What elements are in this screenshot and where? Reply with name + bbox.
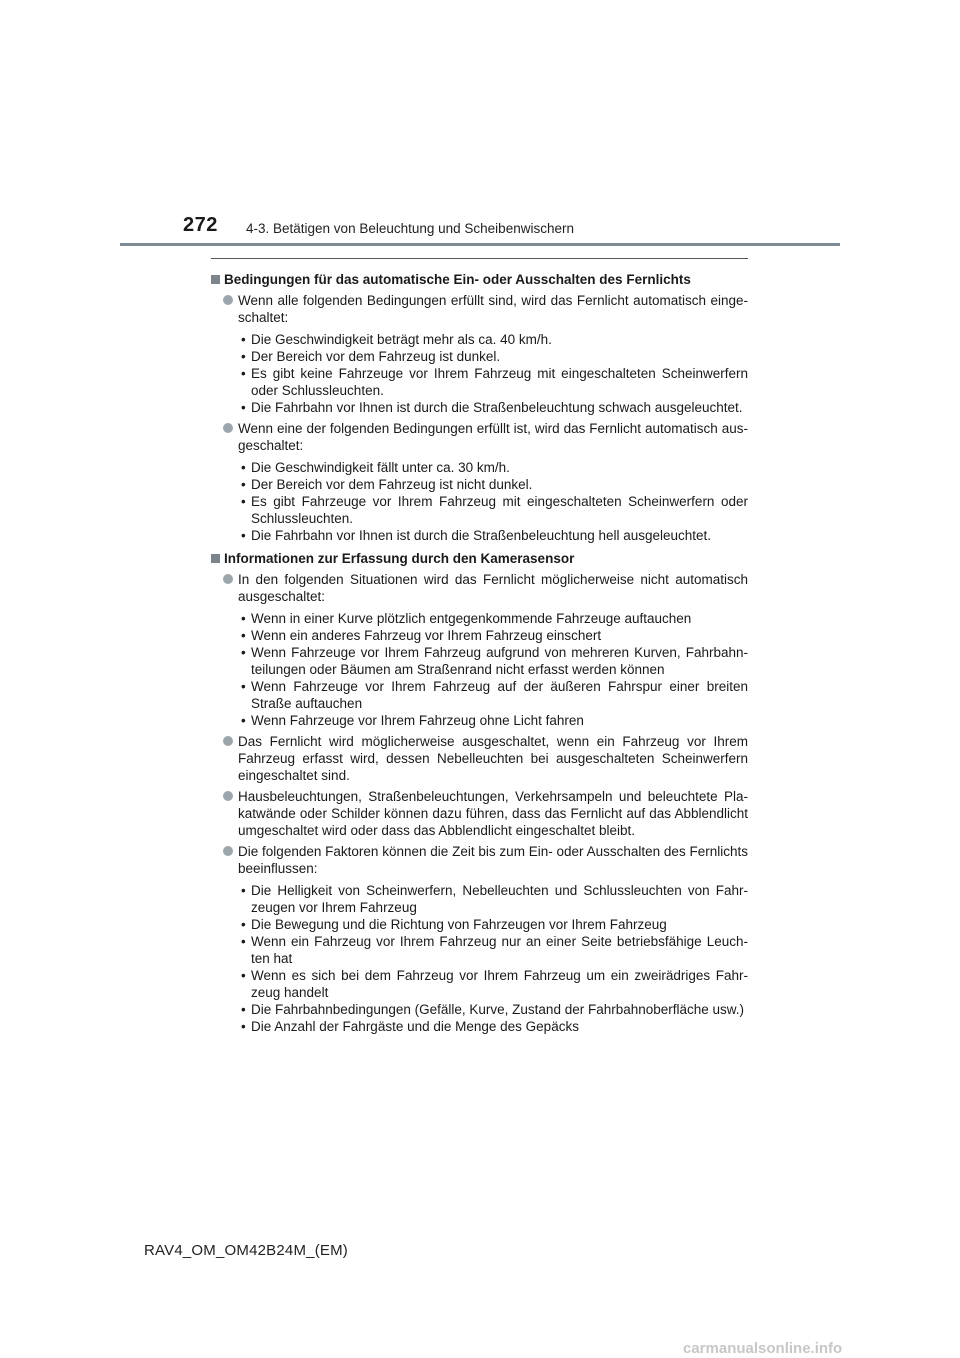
list-item [211, 420, 748, 454]
bullet-icon: • [241, 400, 246, 415]
list-item-text: In den folgenden Situationen wird das Fernlicht möglicherweise nicht automatisch ausgeschaltet: [238, 572, 748, 604]
sub-list-item [241, 610, 748, 627]
list-item [211, 788, 748, 839]
circle-bullet-icon [223, 423, 233, 433]
sub-list-item-text: Die Fahrbahn vor Ihnen ist durch die Straßenbeleuchtung hell ausgeleuchtet. [251, 528, 712, 543]
bullet-icon: • [241, 494, 246, 509]
sub-list-item-text: Die Geschwindigkeit beträgt mehr als ca. 40 km/h. [251, 332, 552, 347]
sub-list-item-text: Die Bewegung und die Richtung von Fahrzeugen vor Ihrem Fahrzeug [251, 917, 667, 932]
chapter-title: 4-3. Betätigen von Beleuchtung und Scheibenwischern [246, 221, 574, 236]
list-item [211, 292, 748, 326]
sub-list-item [241, 1001, 748, 1018]
list-item-text: Hausbeleuchtungen, Straßenbeleuchtungen, Verkehrsampeln und beleuchtete Plakatwände oder Schilder können dazu führen, dass das Fernlicht auf das Abblendlicht umgeschaltet wird oder dass das Abblendlicht eingeschaltet bleibt. [238, 789, 748, 838]
sub-list-item [241, 331, 748, 348]
section-title-text: Bedingungen für das automatische Ein- oder Ausschalten des Fernlichts [224, 272, 691, 287]
bullet-icon: • [241, 645, 246, 660]
sub-list-item [241, 459, 748, 476]
sub-list-item-text: Wenn es sich bei dem Fahrzeug vor Ihrem Fahrzeug um ein zweirädriges Fahrzeug handelt [251, 968, 748, 1000]
circle-bullet-icon [223, 846, 233, 856]
section [211, 550, 748, 1035]
circle-bullet-icon [223, 295, 233, 305]
circle-bullet-icon [223, 736, 233, 746]
section [211, 271, 748, 544]
sub-list-item-text: Wenn ein Fahrzeug vor Ihrem Fahrzeug nur an einer Seite betriebsfähige Leuchten hat [251, 934, 748, 966]
sub-list-item [241, 678, 748, 712]
sub-list-item-text: Wenn ein anderes Fahrzeug vor Ihrem Fahrzeug einschert [251, 628, 602, 643]
list-item-text: Wenn alle folgenden Bedingungen erfüllt sind, wird das Fernlicht automatisch eingeschaltet: [238, 293, 748, 325]
sub-list-item-text: Wenn Fahrzeuge vor Ihrem Fahrzeug aufgrund von mehreren Kurven, Fahrbahnteilungen oder Bäumen am Straßenrand nicht erfasst werden können [251, 645, 748, 677]
sub-list-item [241, 644, 748, 678]
main-content [211, 265, 748, 1037]
sub-list-item-text: Es gibt keine Fahrzeuge vor Ihrem Fahrzeug mit eingeschalteten Scheinwerfern oder Schlussleuchten. [251, 366, 748, 398]
bullet-icon: • [241, 366, 246, 381]
sub-list-item-text: Es gibt Fahrzeuge vor Ihrem Fahrzeug mit eingeschalteten Scheinwerfern oder Schlussleuchten. [251, 494, 748, 526]
bullet-icon: • [241, 883, 246, 898]
bullet-icon: • [241, 528, 246, 543]
sub-list-item [241, 476, 748, 493]
bullet-icon: • [241, 628, 246, 643]
page-number: 272 [183, 214, 218, 236]
watermark-text: carmanualsonline.info [683, 1340, 843, 1357]
list-item [211, 733, 748, 784]
list-item [211, 571, 748, 605]
sub-list-item [241, 882, 748, 916]
section-divider [211, 258, 748, 259]
sub-list-item [241, 493, 748, 527]
sub-list [211, 610, 748, 729]
circle-bullet-icon [223, 791, 233, 801]
sub-list-item [241, 627, 748, 644]
sub-list-item [241, 1018, 748, 1035]
section-title-text: Informationen zur Erfassung durch den Kamerasensor [224, 551, 575, 566]
sub-list-item-text: Wenn in einer Kurve plötzlich entgegenkommende Fahrzeuge auftauchen [251, 611, 692, 626]
sub-list-item [241, 365, 748, 399]
sub-list-item [241, 916, 748, 933]
sub-list-item-text: Wenn Fahrzeuge vor Ihrem Fahrzeug auf der äußeren Fahrspur einer breiten Straße auftauchen [251, 679, 748, 711]
list-item-text: Wenn eine der folgenden Bedingungen erfüllt ist, wird das Fernlicht automatisch ausgeschaltet: [238, 421, 748, 453]
square-bullet-icon [211, 275, 220, 284]
sub-list-item-text: Die Fahrbahn vor Ihnen ist durch die Straßenbeleuchtung schwach ausgeleuchtet. [251, 400, 743, 415]
bullet-icon: • [241, 934, 246, 949]
sub-list-item [241, 348, 748, 365]
bullet-icon: • [241, 477, 246, 492]
bullet-icon: • [241, 460, 246, 475]
sub-list-item-text: Die Geschwindigkeit fällt unter ca. 30 km/h. [251, 460, 510, 475]
sub-list-item-text: Die Anzahl der Fahrgäste und die Menge des Gepäcks [251, 1019, 579, 1034]
list-item [211, 843, 748, 877]
sub-list-item-text: Der Bereich vor dem Fahrzeug ist dunkel. [251, 349, 501, 364]
bullet-icon: • [241, 713, 246, 728]
bullet-icon: • [241, 349, 246, 364]
bullet-icon: • [241, 679, 246, 694]
square-bullet-icon [211, 554, 220, 563]
circle-bullet-icon [223, 574, 233, 584]
sub-list [211, 882, 748, 1035]
sub-list [211, 459, 748, 544]
list-item-text: Die folgenden Faktoren können die Zeit bis zum Ein- oder Ausschalten des Fernlichts beeinflussen: [238, 844, 748, 876]
sub-list [211, 331, 748, 416]
bullet-icon: • [241, 917, 246, 932]
header-divider [120, 243, 840, 246]
sub-list-item [241, 712, 748, 729]
bullet-icon: • [241, 611, 246, 626]
sub-list-item-text: Der Bereich vor dem Fahrzeug ist nicht dunkel. [251, 477, 533, 492]
sub-list-item [241, 967, 748, 1001]
section-title [211, 271, 748, 288]
bullet-icon: • [241, 332, 246, 347]
list-item-text: Das Fernlicht wird möglicherweise ausgeschaltet, wenn ein Fahrzeug vor Ihrem Fahrzeug erfasst wird, dessen Nebelleuchten bei ausgeschalteten Scheinwerfern eingeschaltet sind. [238, 734, 748, 783]
sub-list-item-text: Die Fahrbahnbedingungen (Gefälle, Kurve, Zustand der Fahrbahnoberfläche usw.) [251, 1002, 745, 1017]
sub-list-item-text: Wenn Fahrzeuge vor Ihrem Fahrzeug ohne Licht fahren [251, 713, 584, 728]
bullet-icon: • [241, 1019, 246, 1034]
sub-list-item [241, 527, 748, 544]
bullet-icon: • [241, 1002, 246, 1017]
section-title [211, 550, 748, 567]
bullet-icon: • [241, 968, 246, 983]
sub-list-item [241, 399, 748, 416]
document-code: RAV4_OM_OM42B24M_(EM) [144, 1242, 348, 1259]
sub-list-item [241, 933, 748, 967]
sub-list-item-text: Die Helligkeit von Scheinwerfern, Nebelleuchten und Schlussleuchten von Fahrzeugen vor Ihrem Fahrzeug [251, 883, 748, 915]
